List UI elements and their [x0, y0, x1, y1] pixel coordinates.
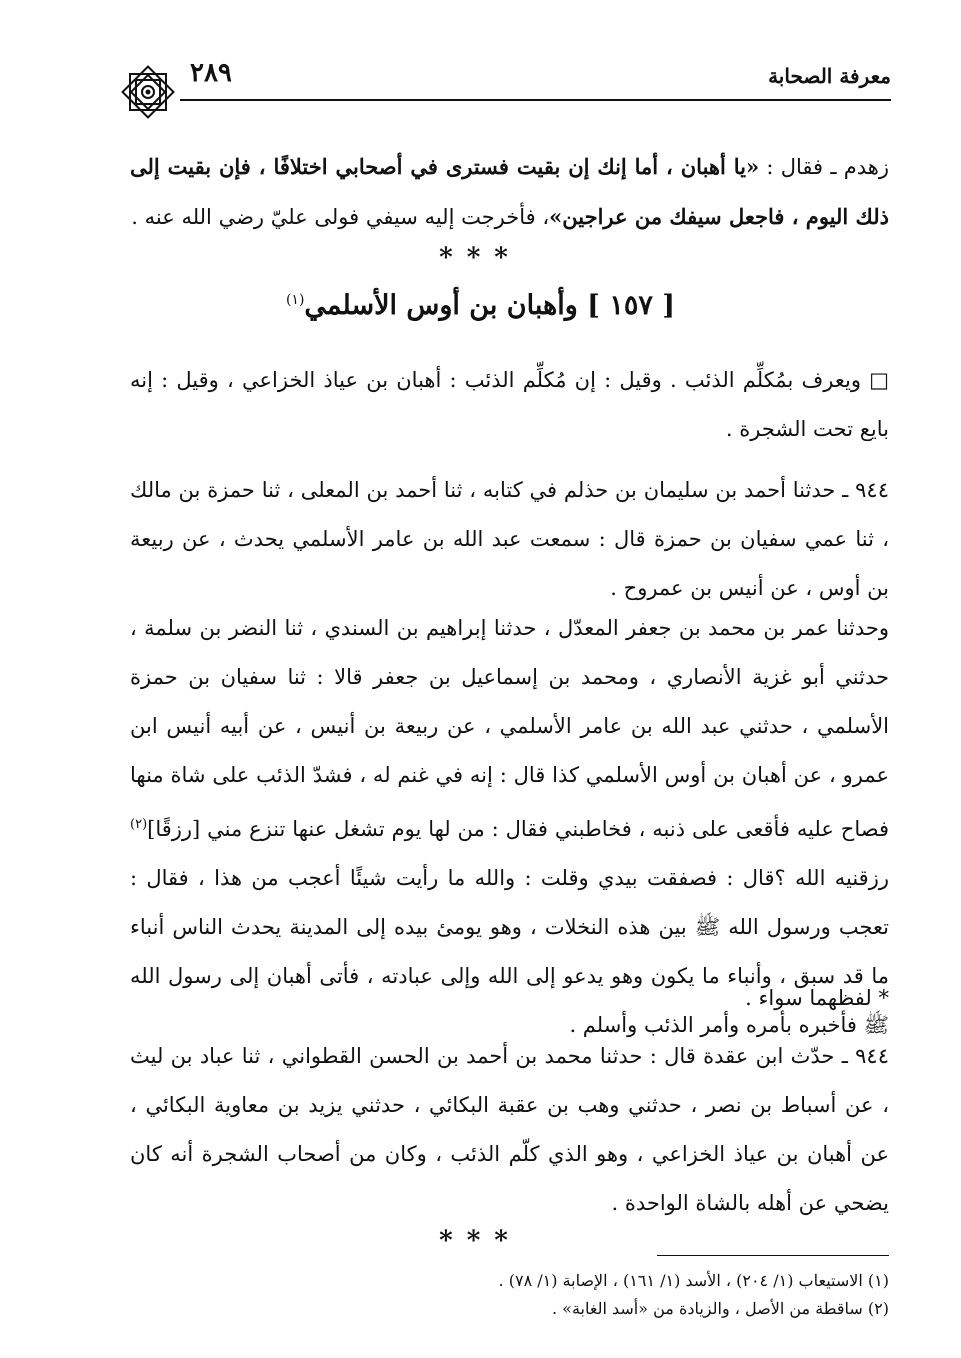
octagram-ornament-icon [118, 62, 178, 122]
entry-title-footnote-ref: (١) [285, 292, 305, 308]
footnote-ref-2: (٢) [130, 817, 148, 832]
entry-title [0, 290, 961, 321]
running-title: معرفة الصحابة [768, 64, 891, 88]
section-divider-bottom: *** [439, 1226, 522, 1256]
hadith-944b-paragraph: ٩٤٤ ـ حدّث ابن عقدة قال : حدثنا محمد بن أحمد بن الحسن القطواني ، ثنا عباد بن ليث ، عن أسباط بن نصر ، حدثني وهب بن عقبة البكائي ، حدثني يزيد بن معاوية البكائي ، عن أهبان بن عياذ الخزاعي ، وهو الذي كلّم الذئب ، وكان من أصحاب الشجرة أنه كان يضحي عن أهله بالشاة الواحدة . [130, 1044, 889, 1215]
page-number: ٢٨٩ [190, 58, 232, 88]
hadith-944-paragraph: ٩٤٤ ـ حدثنا أحمد بن سليمان بن حذلم في كتابه ، ثنا أحمد بن المعلى ، ثنا حمزة بن مالك ، ثنا عمي سفيان بن حمزة قال : سمعت عبد الله بن عامر الأسلمي يحدث ، عن ربيعة بن أوس ، عن أنيس بن عمروح . [130, 478, 889, 600]
footnote-rule [657, 1255, 889, 1256]
narration-text-a: وحدثنا عمر بن محمد بن جعفر المعدّل ، حدثنا إبراهيم بن السندي ، ثنا النضر بن سلمة ، حدثني أبو غزية الأنصاري ، ومحمد بن إسماعيل بن جعفر قالا : ثنا سفيان بن حمزة الأسلمي ، حدثني عبد الله بن عامر الأسلمي ، عن ربيعة بن أنيس ، عن أبيه أنيس ابن عمرو ، عن أهبان بن أوس الأسلمي كذا قال : إنه في غنم له ، فشدّ الذئب على شاة منها فصاح عليه فأقعى على ذنبه ، فخاطبني فقال : من لها يوم تشغل عنها تنزع مني [رزقًا] [130, 616, 889, 841]
section-divider-top: *** [439, 243, 522, 273]
entry-title-text: [ ١٥٧ ] وأهبان بن أوس الأسلمي [304, 290, 676, 321]
footnote-2: (٢) ساقطة من الأصل ، والزيادة من «أسد الغابة» . [552, 1299, 889, 1318]
prophetic-quote: «يا أهبان ، أما إنك إن بقيت فسترى في أصحابي اختلافًا ، فإن بقيت إلى ذلك اليوم ، فاجعل سيفك من عراجين» [130, 154, 889, 229]
header-rule [180, 99, 891, 101]
continuation-paragraph [130, 142, 889, 242]
biography-paragraph: □ ويعرف بمُكلِّم الذئب . وقيل : إن مُكلِّم الذئب : أهبان بن عياذ الخزاعي ، وقيل : إنه بايع تحت الشجرة . [130, 368, 889, 441]
narration-text-b: رزقنيه الله ؟قال : فصفقت بيدي وقلت : والله ما رأيت شيئًا أعجب من هذا ، فقال : تعجب ورسول الله ﷺ بين هذه النخلات ، وهو يومئ بيده إلى المدينة يحدث الناس أنباء ما قد سبق ، وأنباء ما يكون وهو يدعو إلى الله وإلى عبادته ، فأتى أهبان إلى رسول الله ﷺ فأخبره بأمره وأمر الذئب وأسلم . [130, 866, 889, 1037]
paragraph-tail: ، فأخرجت إليه سيفي فولى عليّ رضي الله عنه . [131, 205, 550, 229]
paragraph-lead: زهدم ـ فقال : [759, 155, 889, 179]
wording-note: * لفظهما سواء . [745, 986, 889, 1010]
footnote-1: (١) الاستيعاب (١/ ٢٠٤) ، الأسد (١/ ١٦١) ، الإصابة (١/ ٧٨) . [498, 1271, 889, 1290]
